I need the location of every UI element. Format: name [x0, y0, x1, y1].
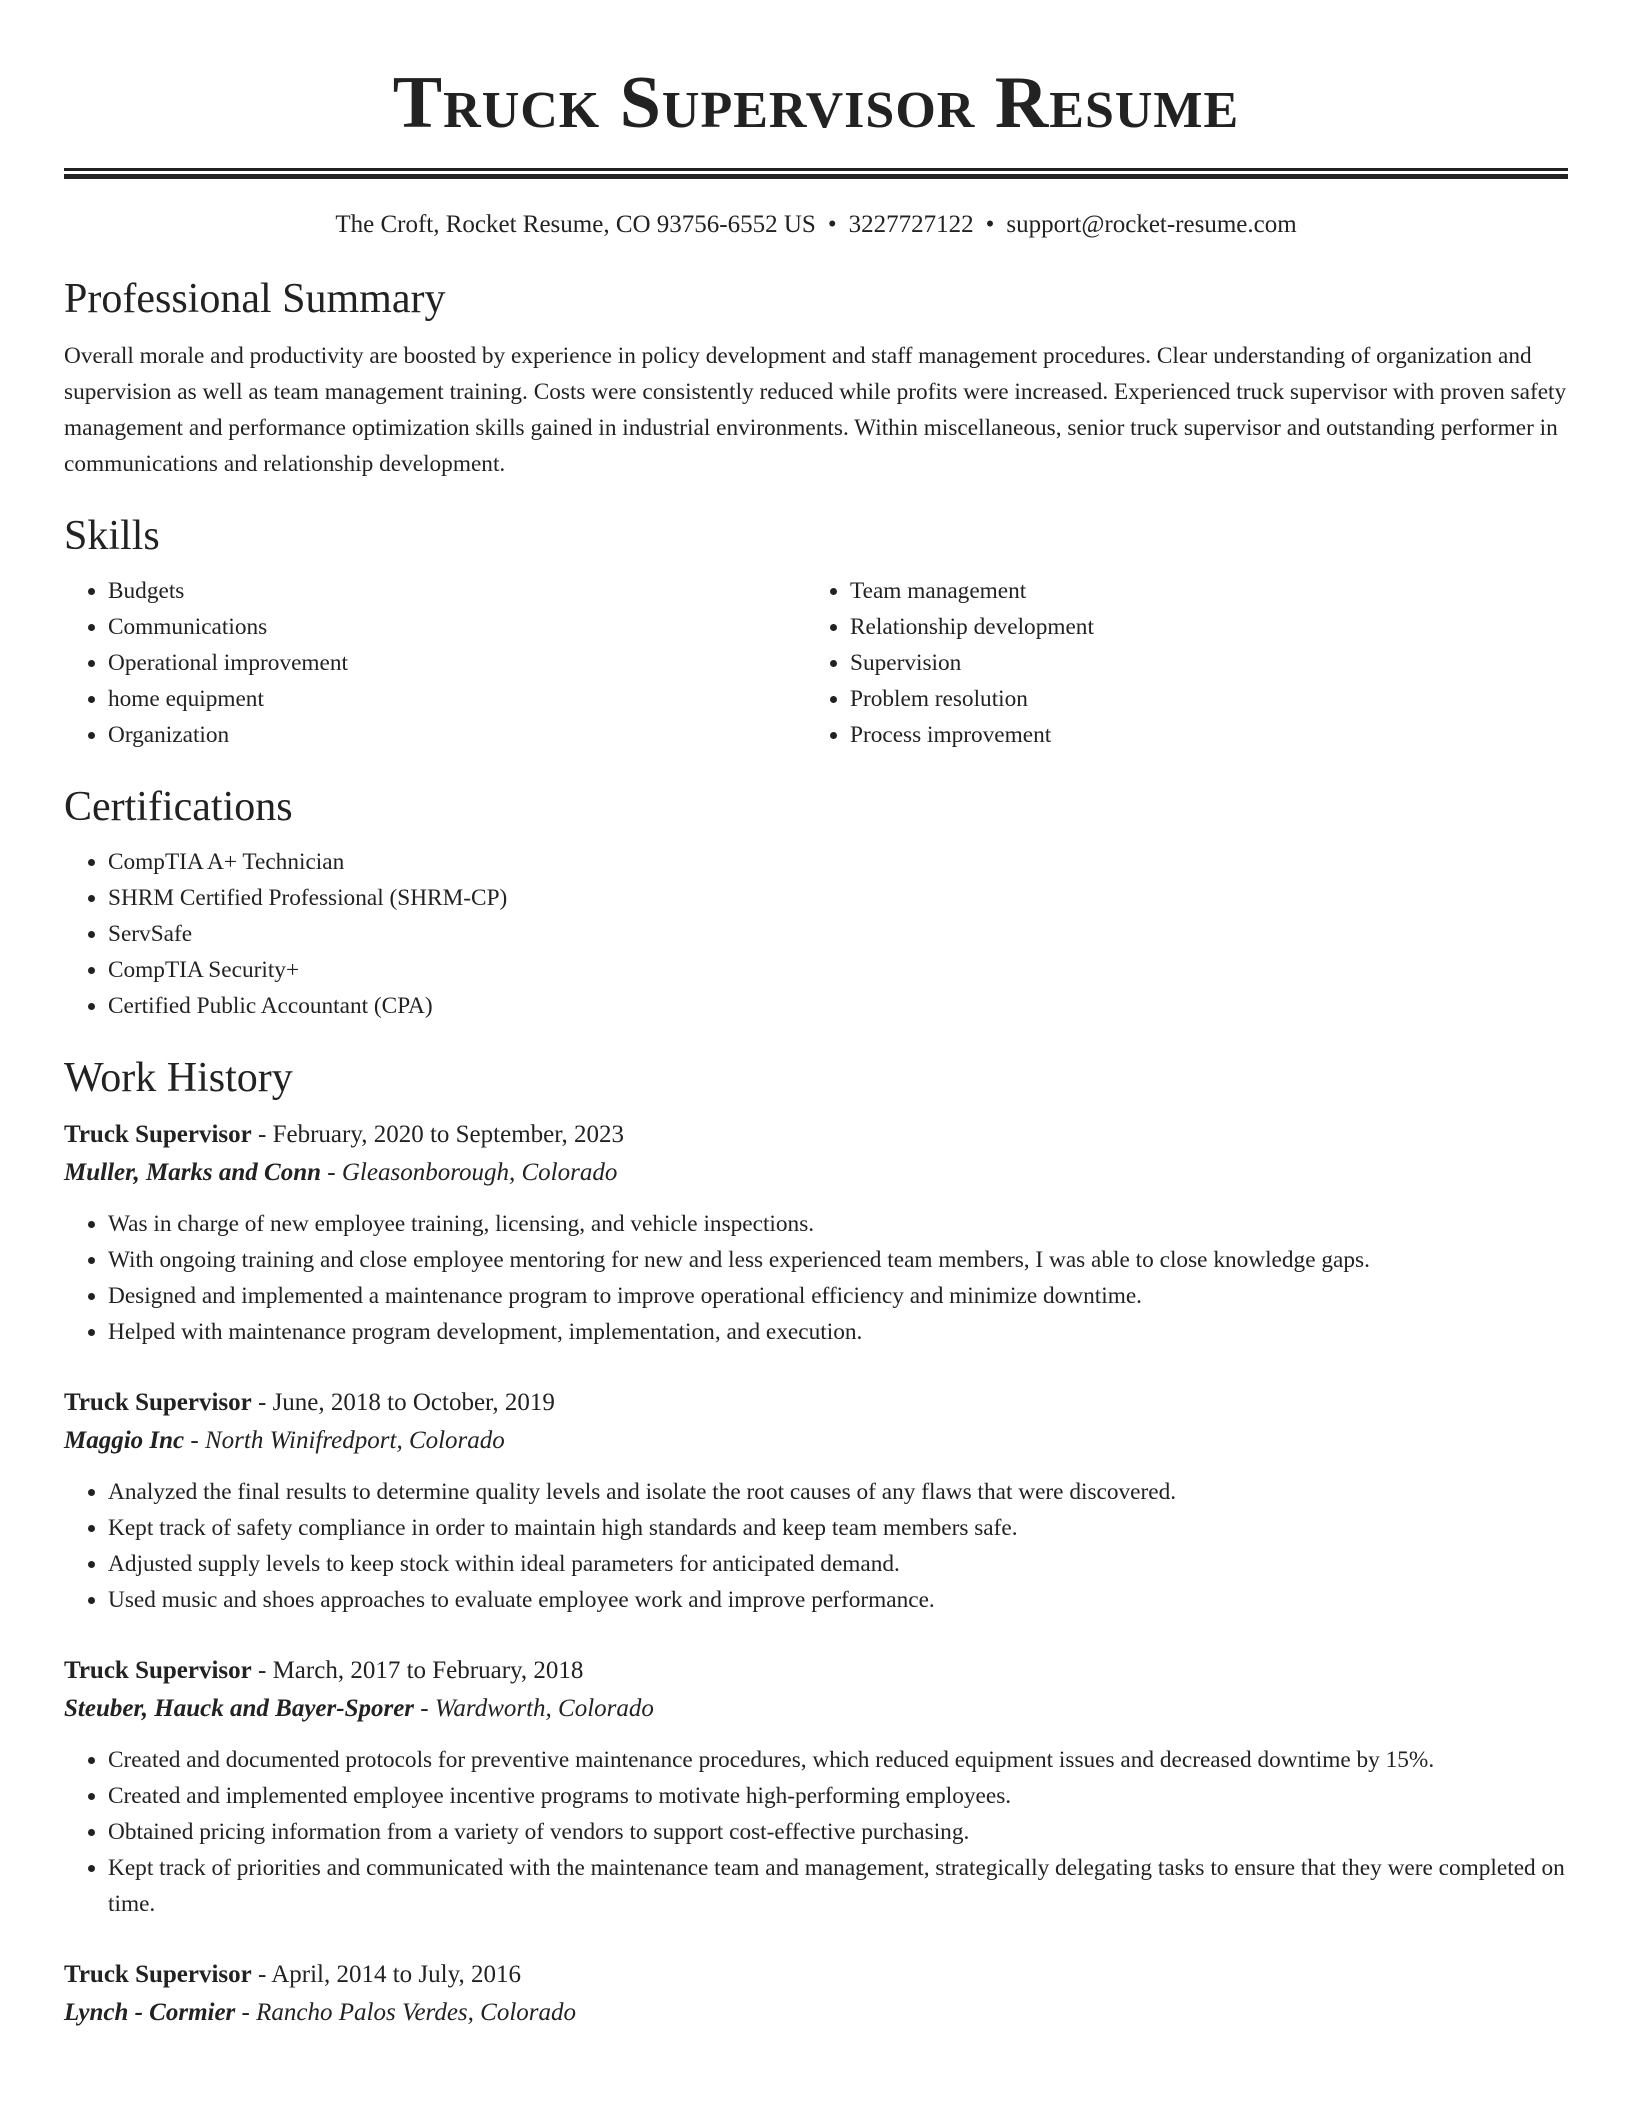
certifications-heading: Certifications	[64, 784, 293, 830]
job-company: Steuber, Hauck and Bayer-Sporer	[64, 1695, 415, 1722]
job-bullets	[64, 1206, 1568, 1350]
job-entry	[64, 1116, 1568, 1350]
skills-list-left	[64, 573, 806, 753]
job-entry	[64, 1956, 1568, 2032]
job-bullet: • Kept track of safety compliance in order to maintain high standards and keep team members safe.	[108, 1510, 1568, 1546]
title-divider	[64, 168, 1568, 179]
job-bullet: • Helped with maintenance program development, implementation, and execution.	[108, 1314, 1568, 1350]
job-company: Maggio Inc	[64, 1427, 185, 1454]
job-bullet: • Designed and implemented a maintenance program to improve operational efficiency and minimize downtime.	[108, 1278, 1568, 1314]
skill-item: • Supervision	[850, 645, 1548, 681]
job-location: Rancho Palos Verdes, Colorado	[256, 1999, 577, 2026]
job-dash: -	[251, 1121, 273, 1148]
job-title-line	[64, 1652, 1568, 1690]
certification-item: • SHRM Certified Professional (SHRM-CP)	[108, 880, 1568, 916]
job-entry	[64, 1652, 1568, 1922]
job-title-line	[64, 1384, 1568, 1422]
skill-item: • Team management	[850, 573, 1548, 609]
job-bullet: • Created and documented protocols for preventive maintenance procedures, which reduced equipment issues and decreased downtime by 15%.	[108, 1742, 1568, 1778]
page-title: Truck Supervisor Resume	[392, 62, 1240, 144]
job-dash: -	[321, 1159, 342, 1186]
job-title-line	[64, 1116, 1568, 1154]
job-dates: March, 2017 to February, 2018	[272, 1657, 584, 1684]
job-dash: -	[251, 1389, 273, 1416]
job-dash: -	[251, 1961, 272, 1988]
job-company-line	[64, 1154, 1568, 1192]
job-dash: -	[235, 1999, 257, 2026]
work-history-section	[64, 1052, 1568, 2032]
job-role: Truck Supervisor	[64, 1657, 252, 1684]
summary-text: Overall morale and productivity are boosted by experience in policy development and staff management procedures. Clear understanding of organization and supervision as well as team management training. Costs were consistently reduced while profits were increased. Experienced truck supervisor with proven safety management and performance optimization skills gained in industrial environments. Within miscellaneous, senior truck supervisor and outstanding performer in communications and relationship development.	[64, 343, 1567, 477]
job-dates: April, 2014 to July, 2016	[271, 1961, 521, 1988]
skill-item: • Communications	[108, 609, 806, 645]
contact-separator: •	[985, 211, 995, 238]
job-entry	[64, 1384, 1568, 1618]
job-bullets	[64, 1742, 1568, 1922]
job-bullet: • Used music and shoes approaches to evaluate employee work and improve performance.	[108, 1582, 1568, 1618]
summary-section	[64, 273, 1568, 482]
job-dash: -	[184, 1427, 205, 1454]
job-bullets	[64, 1474, 1568, 1618]
job-role: Truck Supervisor	[64, 1389, 252, 1416]
contact-email: support@rocket-resume.com	[1006, 211, 1297, 238]
skill-item: • Problem resolution	[850, 681, 1548, 717]
contact-address: The Croft, Rocket Resume, CO 93756-6552 US	[335, 211, 816, 238]
skill-item: • Relationship development	[850, 609, 1548, 645]
job-role: Truck Supervisor	[64, 1961, 252, 1988]
job-role: Truck Supervisor	[64, 1121, 252, 1148]
skill-item: • Budgets	[108, 573, 806, 609]
job-bullet: • Created and implemented employee incentive programs to motivate high-performing employees.	[108, 1778, 1568, 1814]
certifications-list	[64, 844, 1568, 1024]
job-dash: -	[414, 1695, 435, 1722]
certifications-section	[64, 781, 1568, 1024]
summary-heading: Professional Summary	[64, 276, 446, 322]
job-company: Muller, Marks and Conn	[64, 1159, 322, 1186]
job-bullet: • Was in charge of new employee training, licensing, and vehicle inspections.	[108, 1206, 1568, 1242]
job-dates: June, 2018 to October, 2019	[272, 1389, 555, 1416]
skills-grid	[64, 573, 1568, 753]
job-dates: February, 2020 to September, 2023	[272, 1121, 625, 1148]
skill-item: • Operational improvement	[108, 645, 806, 681]
job-bullet: • Obtained pricing information from a variety of vendors to support cost-effective purchasing.	[108, 1814, 1568, 1850]
certification-item: • Certified Public Accountant (CPA)	[108, 988, 1568, 1024]
job-company-line	[64, 1994, 1568, 2032]
job-title-line	[64, 1956, 1568, 1994]
skill-item: • Process improvement	[850, 717, 1548, 753]
skill-item: • Organization	[108, 717, 806, 753]
job-bullet: • Analyzed the final results to determine quality levels and isolate the root causes of any flaws that were discovered.	[108, 1474, 1568, 1510]
skills-heading: Skills	[64, 513, 160, 559]
contact-separator: •	[827, 211, 837, 238]
job-bullet: • Kept track of priorities and communicated with the maintenance team and management, strategically delegating tasks to ensure that they were completed on time.	[108, 1850, 1568, 1922]
certification-item: • CompTIA Security+	[108, 952, 1568, 988]
job-company-line	[64, 1690, 1568, 1728]
job-location: Gleasonborough, Colorado	[341, 1159, 618, 1186]
job-company: Lynch - Cormier	[64, 1999, 236, 2026]
job-bullet: • With ongoing training and close employee mentoring for new and less experienced team members, I was able to close knowledge gaps.	[108, 1242, 1568, 1278]
contact-phone: 3227727122	[848, 211, 974, 238]
skills-list-right	[806, 573, 1548, 753]
certification-item: • ServSafe	[108, 916, 1568, 952]
certification-item: • CompTIA A+ Technician	[108, 844, 1568, 880]
job-dash: -	[251, 1657, 273, 1684]
skill-item: • home equipment	[108, 681, 806, 717]
skills-section	[64, 510, 1568, 753]
skills-column-right	[806, 573, 1548, 753]
skills-column-left	[64, 573, 806, 753]
work-history-heading: Work History	[64, 1055, 293, 1101]
job-company-line	[64, 1422, 1568, 1460]
job-location: North Winifredport, Colorado	[204, 1427, 505, 1454]
contact-line	[64, 207, 1568, 243]
job-bullet: • Adjusted supply levels to keep stock within ideal parameters for anticipated demand.	[108, 1546, 1568, 1582]
job-location: Wardworth, Colorado	[434, 1695, 654, 1722]
